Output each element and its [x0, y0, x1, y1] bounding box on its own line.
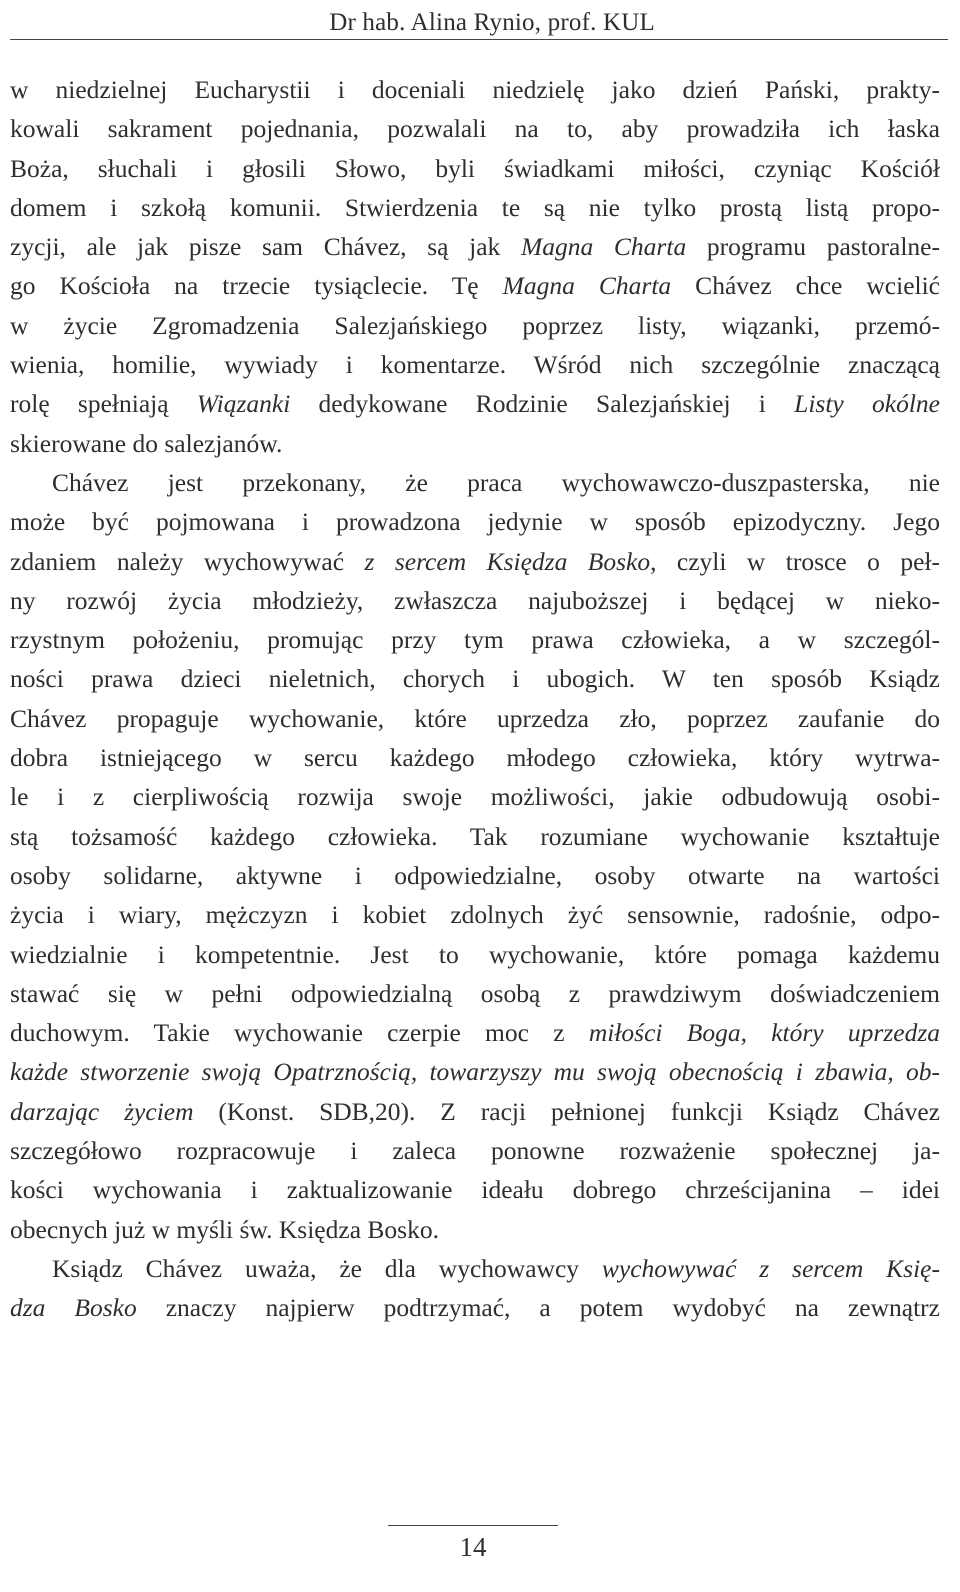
text-line: [10, 856, 940, 895]
text-run: kości wychowania i zaktualizowanie ideału dobrego chrześcijanina – idei: [10, 1175, 940, 1205]
text-run: znaczy najpierw podtrzymać, a potem wydobyć na zewnątrz: [136, 1293, 940, 1323]
text-line: [10, 266, 940, 305]
text-run: może być pojmowana i prowadzona jedynie w sposób epizodyczny. Jego: [10, 507, 940, 537]
text-line: [10, 777, 940, 816]
italic-text: Magna Charta: [521, 232, 687, 262]
text-run: Boża, słuchali i głosili Słowo, byli świadkami miłości, czyniąc Kościół: [10, 153, 940, 183]
text-line: [10, 1052, 940, 1091]
text-run: w życie Zgromadzenia Salezjańskiego poprzez listy, wiązanki, przemó-: [10, 310, 940, 340]
text-run: wienia, homilie, wywiady i komentarze. Wśród nich szczególnie znaczącą: [10, 350, 940, 380]
text-line: [10, 1249, 940, 1288]
footer-rule: [388, 1525, 558, 1526]
italic-text: miłości Boga, który uprzedza: [588, 1018, 940, 1048]
text-line: [10, 345, 940, 384]
text-line: [10, 542, 940, 581]
text-line: [10, 424, 940, 463]
italic-text: Listy okólne: [794, 389, 940, 419]
text-run: skierowane do salezjanów.: [10, 428, 283, 458]
text-line: [10, 1170, 940, 1209]
body-text: [10, 70, 940, 1328]
text-run: rolę spełniają: [10, 389, 197, 419]
text-run: , czyli w trosce o peł-: [650, 546, 940, 576]
text-run: Chávez chce wcielić: [671, 271, 941, 301]
text-run: le i z cierpliwością rozwija swoje możliwości, jakie odbudowują osobi-: [10, 782, 940, 812]
running-header: [10, 6, 948, 40]
text-run: kowali sakrament pojednania, pozwalali na to, aby prowadziła ich łaska: [10, 114, 940, 144]
text-line: [10, 188, 940, 227]
text-line: [10, 659, 940, 698]
page-number: 14: [459, 1532, 487, 1562]
text-run: ności prawa dzieci nieletnich, chorych i ubogich. W ten sposób Ksiądz: [10, 664, 940, 694]
text-line: [10, 581, 940, 620]
text-run: dedykowane Rodzinie Salezjańskiej i: [290, 389, 795, 419]
text-run: stą tożsamość każdego człowieka. Tak rozumiane wychowanie kształtuje: [10, 821, 940, 851]
italic-text: darzając życiem: [10, 1096, 194, 1126]
running-title: Dr hab. Alina Rynio, prof. KUL: [329, 9, 655, 36]
text-run: dobra istniejącego w sercu każdego młodego człowieka, który wytrwa-: [10, 743, 940, 773]
text-line: [10, 974, 940, 1013]
text-run: zycji, ale jak pisze sam Chávez, są jak: [10, 232, 521, 262]
text-line: [10, 384, 940, 423]
text-run: ny rozwój życia młodzieży, zwłaszcza najuboższej i będącej w nieko-: [10, 585, 940, 615]
text-line: [10, 227, 940, 266]
text-run: Ksiądz Chávez uważa, że dla wychowawcy: [52, 1253, 602, 1283]
text-run: go Kościoła na trzecie tysiąclecie. Tę: [10, 271, 503, 301]
text-run: stawać się w pełni odpowiedzialną osobą z prawdziwym doświadczeniem: [10, 978, 940, 1008]
italic-text: Magna Charta: [502, 271, 672, 301]
text-line: [10, 1210, 940, 1249]
text-line: [10, 70, 940, 109]
italic-text: wychowywać z sercem Księ-: [601, 1253, 940, 1283]
italic-text: dza Bosko: [10, 1293, 137, 1323]
italic-text: z sercem Księdza Bosko: [364, 546, 651, 576]
text-line: [10, 699, 940, 738]
text-run: domem i szkołą komunii. Stwierdzenia te są nie tylko prostą listą propo-: [10, 192, 940, 222]
text-run: szczegółowo rozpracowuje i zaleca ponowne rozważenie społecznej ja-: [10, 1136, 940, 1166]
text-line: [10, 1288, 940, 1327]
text-run: w niedzielnej Eucharystii i doceniali niedzielę jako dzień Pański, prakty-: [10, 75, 940, 104]
text-line: [10, 817, 940, 856]
text-line: [10, 109, 940, 148]
text-run: (Konst. SDB,20). Z racji pełnionej funkcji Ksiądz Chávez: [193, 1096, 940, 1126]
text-line: [10, 1013, 940, 1052]
text-line: [10, 620, 940, 659]
text-run: Chávez propaguje wychowanie, które uprzedza zło, poprzez zaufanie do: [10, 703, 940, 733]
text-run: programu pastoralne-: [686, 232, 940, 262]
text-line: [10, 149, 940, 188]
text-run: obecnych już w myśli św. Księdza Bosko.: [10, 1214, 439, 1244]
text-run: Chávez jest przekonany, że praca wychowawczo-duszpasterska, nie: [52, 467, 940, 497]
text-run: rzystnym położeniu, promując przy tym prawa człowieka, a w szczegól-: [10, 625, 940, 655]
text-run: życia i wiary, mężczyzn i kobiet zdolnych żyć sensownie, radośnie, odpo-: [10, 900, 940, 930]
italic-text: każde stworzenie swoją Opatrznością, towarzyszy mu swoją obecnością i zbawia, ob-: [10, 1057, 940, 1087]
text-line: [10, 306, 940, 345]
text-line: [10, 502, 940, 541]
text-run: wiedzialnie i kompetentnie. Jest to wychowanie, które pomaga każdemu: [10, 939, 940, 969]
text-line: [10, 1092, 940, 1131]
text-line: [10, 463, 940, 502]
text-line: [10, 935, 940, 974]
text-line: [10, 738, 940, 777]
text-run: zdaniem należy wychowywać: [10, 546, 365, 576]
text-run: duchowym. Takie wychowanie czerpie moc z: [10, 1018, 589, 1048]
text-line: [10, 895, 940, 934]
text-run: osoby solidarne, aktywne i odpowiedzialne, osoby otwarte na wartości: [10, 860, 940, 890]
italic-text: Wiązanki: [196, 389, 291, 419]
text-line: [10, 1131, 940, 1170]
